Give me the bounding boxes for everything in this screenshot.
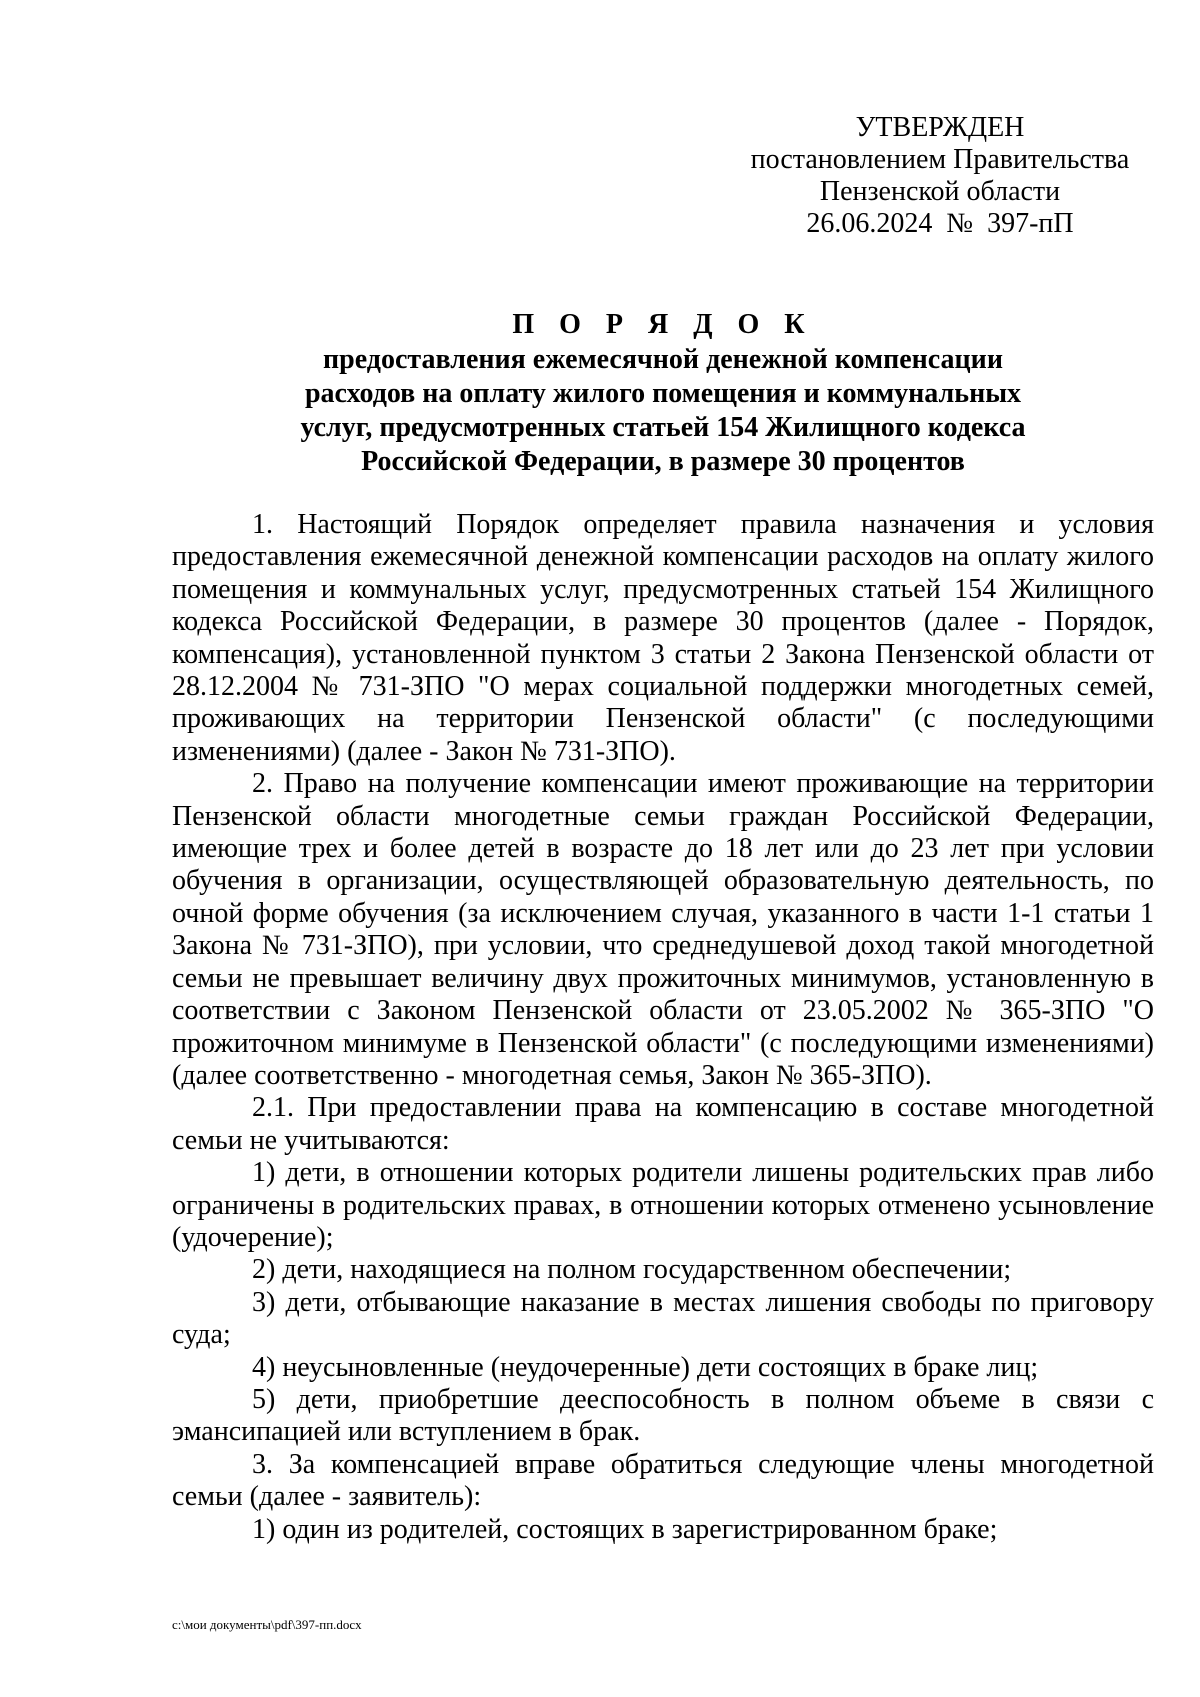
- list-item-4: 4) неусыновленные (неудочеренные) дети состоящих в браке лиц;: [252, 1351, 1039, 1383]
- title-subtitle-line-4: Российской Федерации, в размере 30 процентов: [361, 446, 965, 477]
- paragraph-2-1: 2.1. При предоставлении права на компенсацию в составе многодетной семьи не учитываются:: [172, 1092, 1154, 1156]
- document-body: [172, 509, 1154, 1546]
- title-subtitle-line-1: предоставления ежемесячной денежной компенсации: [323, 344, 1003, 375]
- title-heading: П О Р Я Д О К: [512, 309, 814, 340]
- list-item-1: 1) дети, в отношении которых родители лишены родительских прав либо ограничены в родительских правах, в отношении которых отменено усыновление (удочерение);: [172, 1157, 1154, 1253]
- approval-stamp: [740, 112, 1140, 240]
- list-item-2: 2) дети, находящиеся на полном государственном обеспечении;: [252, 1254, 1012, 1286]
- file-path-footer: c:\мои документы\pdf\397-пп.docx: [172, 1617, 362, 1632]
- title-subtitle-line-2: расходов на оплату жилого помещения и коммунальных: [304, 378, 1022, 409]
- list-item-5: 5) дети, приобретшие дееспособность в полном объеме в связи с эмансипацией или вступлением в брак.: [172, 1383, 1154, 1448]
- approval-region: Пензенской области: [819, 176, 1061, 207]
- approval-title: УТВЕРЖДЕН: [855, 112, 1025, 143]
- approval-resolution: постановлением Правительства: [750, 144, 1130, 175]
- paragraph-1: 1. Настоящий Порядок определяет правила назначения и условия предоставления ежемесячной денежной компенсации расходов на оплату жилого помещения и коммунальных услуг, предусмотренных статьей 154 Жилищного кодекса Российской Федерации, в размере 30 процентов (далее - Порядок, компенсация), установленной пунктом 3 статьи 2 Закона Пензенской области от 28.12.2004 № 731-ЗПО "О мерах социальной поддержки многодетных семей, проживающих на территории Пензенской области" (с последующими изменениями) (далее - Закон № 731-ЗПО).: [172, 509, 1154, 767]
- document-title: [172, 307, 1154, 479]
- list-item-3-1: 1) один из родителей, состоящих в зарегистрированном браке;: [252, 1513, 998, 1545]
- paragraph-3: 3. За компенсацией вправе обратиться следующие члены многодетной семьи (далее - заявитель):: [172, 1448, 1154, 1513]
- paragraph-2: 2. Право на получение компенсации имеют проживающие на территории Пензенской области многодетные семьи граждан Российской Федерации, имеющие трех и более детей в возрасте до 18 лет или до 23 лет при условии обучения в организации, осуществляющей образовательную деятельность, по очной форме обучения (за исключением случая, указанного в части 1-1 статьи 1 Закона № 731-ЗПО), при условии, что среднедушевой доход такой многодетной семьи не превышает величину двух прожиточных минимумов, установленную в соответствии с Законом Пензенской области от 23.05.2002 № 365-ЗПО "О прожиточном минимуме в Пензенской области" (с последующими изменениями) (далее соответственно - многодетная семья, Закон № 365-ЗПО).: [172, 768, 1154, 1091]
- title-subtitle-line-3: услуг, предусмотренных статьей 154 Жилищного кодекса: [300, 412, 1026, 443]
- approval-date-number: 26.06.2024 № 397-пП: [806, 208, 1074, 239]
- list-item-3: 3) дети, отбывающие наказание в местах лишения свободы по приговору суда;: [172, 1286, 1154, 1351]
